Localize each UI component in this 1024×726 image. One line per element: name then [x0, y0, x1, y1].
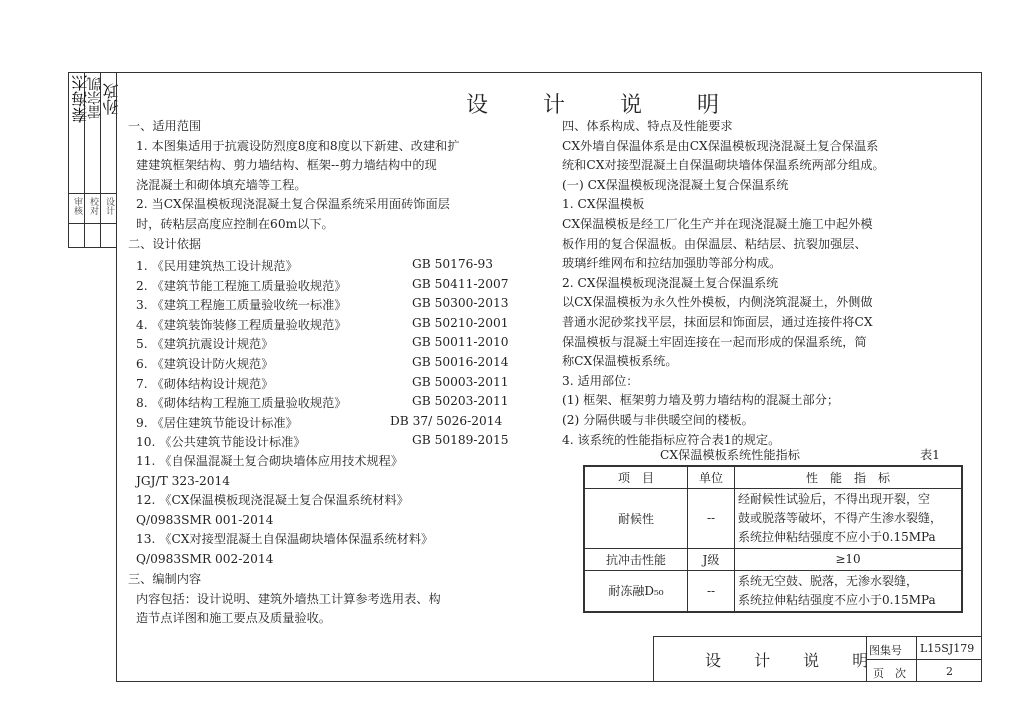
label-design: 设计 [104, 197, 114, 215]
reference-name: 6. 《建筑设计防火规范》 [136, 357, 274, 371]
right-line: 板作用的复合保温板。由保温层、粘结层、抗裂加强层、 [562, 236, 867, 251]
extra-references [136, 452, 433, 570]
table-cell: -- [688, 488, 735, 548]
table-cell: 耐候性 [584, 488, 688, 548]
table-row [584, 488, 962, 548]
table-cell: J级 [688, 548, 735, 570]
right-line: (一) CX保温模板现浇混凝土复合保温系统 [562, 177, 789, 192]
reference-code: GB 50176-93 [412, 257, 493, 271]
section-1-line: 2. 当CX保温模板现浇混凝土复合保温系统采用面砖饰面层 [136, 197, 450, 212]
right-line: 2. CX保温模板现浇混凝土复合保温系统 [562, 275, 779, 290]
section-1-heading: 一、适用范围 [128, 119, 202, 133]
right-line: 4. 该系统的性能指标应符合表1的规定。 [562, 432, 781, 447]
performance-table [583, 465, 963, 613]
section-3-line: 造节点详图和施工要点及质量验收。 [136, 611, 331, 626]
title-block-name: 设 计 说 明 [705, 651, 883, 670]
section-3 [128, 570, 441, 629]
section-1-line: 时，砖粘层高度应控制在60m以下。 [136, 216, 334, 231]
section-1-line: 建建筑框架结构、剪力墙结构、框架--剪力墙结构中的现 [136, 158, 437, 173]
table-cell: 耐冻融D₅₀ [584, 570, 688, 612]
reference-name: 10. 《公共建筑节能设计标准》 [136, 435, 306, 450]
table-row [584, 548, 962, 570]
reference-extra: 13. 《CX对接型混凝土自保温砌块墙体保温系统材料》 [136, 532, 434, 547]
table-cell: ≥10 [735, 548, 963, 570]
atlas-number: L15SJ179 [920, 642, 975, 655]
table-cell: 经耐候性试验后，不得出现开裂，空 鼓或脱落等破坏，不得产生渗水裂缝， 系统拉伸粘结强度不应小于0.15MPa [735, 488, 963, 548]
table-header: 项 目 [584, 466, 688, 488]
page-number: 2 [946, 665, 953, 678]
reference-name: 5. 《建筑抗震设计规范》 [136, 337, 274, 352]
page-label: 页 次 [873, 667, 906, 680]
section-1-line: 浇混凝土和砌体填充墙等工程。 [136, 177, 307, 192]
right-line: CX外墙自保温体系是由CX保温模板现浇混凝土复合保温系 [562, 138, 879, 153]
section-2-heading: 二、设计依据 [128, 236, 202, 251]
right-line: 玻璃纤维网布和拉结加强肋等部分构成。 [562, 256, 782, 271]
reference-code: GB 50300-2013 [412, 296, 509, 311]
reference-code: DB 37/ 5026-2014 [390, 413, 503, 428]
right-line: (2) 分隔供暖与非供暖空间的楼板。 [562, 412, 754, 427]
label-check: 校对 [88, 197, 98, 215]
reference-name: 8. 《砌体结构工程施工质量验收规范》 [136, 396, 347, 411]
signature-3: 孙政 [102, 83, 121, 115]
reference-code: GB 50203-2011 [412, 394, 509, 409]
table-cell: -- [688, 570, 735, 612]
reference-name: 7. 《砌体结构设计规范》 [136, 376, 274, 391]
right-line: (1) 框架、框架剪力墙及剪力墙结构的混凝土部分； [562, 393, 840, 408]
reference-code: GB 50016-2014 [412, 355, 509, 369]
signature-2: 雷宗凯 [87, 77, 103, 119]
atlas-label: 图集号 [869, 644, 902, 657]
right-line: 四、体系构成、特点及性能要求 [562, 119, 733, 133]
label-review: 审核 [72, 197, 82, 215]
section-3-heading: 三、编制内容 [128, 572, 202, 586]
table-header: 性 能 指 标 [735, 466, 963, 488]
reference-name: 9. 《居住建筑节能设计标准》 [136, 415, 298, 430]
reference-extra: Q/0983SMR 001-2014 [136, 512, 274, 527]
table-cell: 系统无空鼓、脱落，无渗水裂缝， 系统拉伸粘结强度不应小于0.15MPa [735, 570, 963, 612]
reference-code: GB 50189-2015 [412, 433, 509, 448]
right-line: 称CX保温模板系统。 [562, 354, 678, 369]
table-header: 单位 [688, 466, 735, 488]
approval-strip [68, 72, 121, 248]
reference-code: GB 50003-2011 [412, 374, 509, 389]
reference-code: GB 50210-2001 [412, 315, 509, 330]
section-3-line: 内容包括：设计说明、建筑外墙热工计算参考选用表、构 [136, 591, 441, 606]
right-line: 3. 适用部位： [562, 373, 639, 388]
reference-name: 3. 《建筑工程施工质量验收统一标准》 [136, 298, 347, 313]
reference-name: 4. 《建筑装饰装修工程质量验收规范》 [136, 317, 347, 332]
right-line: 普通水泥砂浆找平层，抹面层和饰面层，通过连接件将CX [562, 314, 873, 329]
reference-name: 1. 《民用建筑热工设计规范》 [136, 259, 298, 273]
signature-1: 秦海杰 [71, 75, 90, 123]
reference-name: 2. 《建筑节能工程施工质量验收规范》 [136, 278, 347, 293]
reference-code: GB 50011-2010 [412, 335, 509, 350]
page-title: 设 计 说 明 [466, 93, 743, 118]
right-line: 1. CX保温模板 [562, 197, 645, 212]
right-line: 保温模板与混凝土牢固连接在一起而形成的保温系统，简 [562, 334, 867, 349]
right-column [562, 117, 885, 450]
reference-extra: Q/0983SMR 002-2014 [136, 551, 274, 566]
left-column [128, 117, 460, 254]
reference-code: GB 50411-2007 [412, 276, 509, 291]
reference-extra: JGJ/T 323-2014 [136, 473, 231, 488]
right-line: 统和CX对接型混凝土自保温砌块墙体保温系统两部分组成。 [562, 158, 885, 173]
right-line: 以CX保温模板为永久性外模板，内侧浇筑混凝土，外侧做 [562, 295, 873, 310]
table-row [584, 570, 962, 612]
table-caption: CX保温模板系统性能指标 [660, 448, 800, 462]
table-number: 表1 [920, 448, 940, 462]
right-line: CX保温模板是经工厂化生产并在现浇混凝土施工中起外模 [562, 216, 873, 231]
reference-extra: 11. 《自保温混凝土复合砌块墙体应用技术规程》 [136, 454, 404, 468]
reference-extra: 12. 《CX保温模板现浇混凝土复合保温系统材料》 [136, 493, 409, 508]
section-1-line: 1. 本图集适用于抗震设防烈度8度和8度以下新建、改建和扩 [136, 138, 460, 153]
table-cell: 抗冲击性能 [584, 548, 688, 570]
